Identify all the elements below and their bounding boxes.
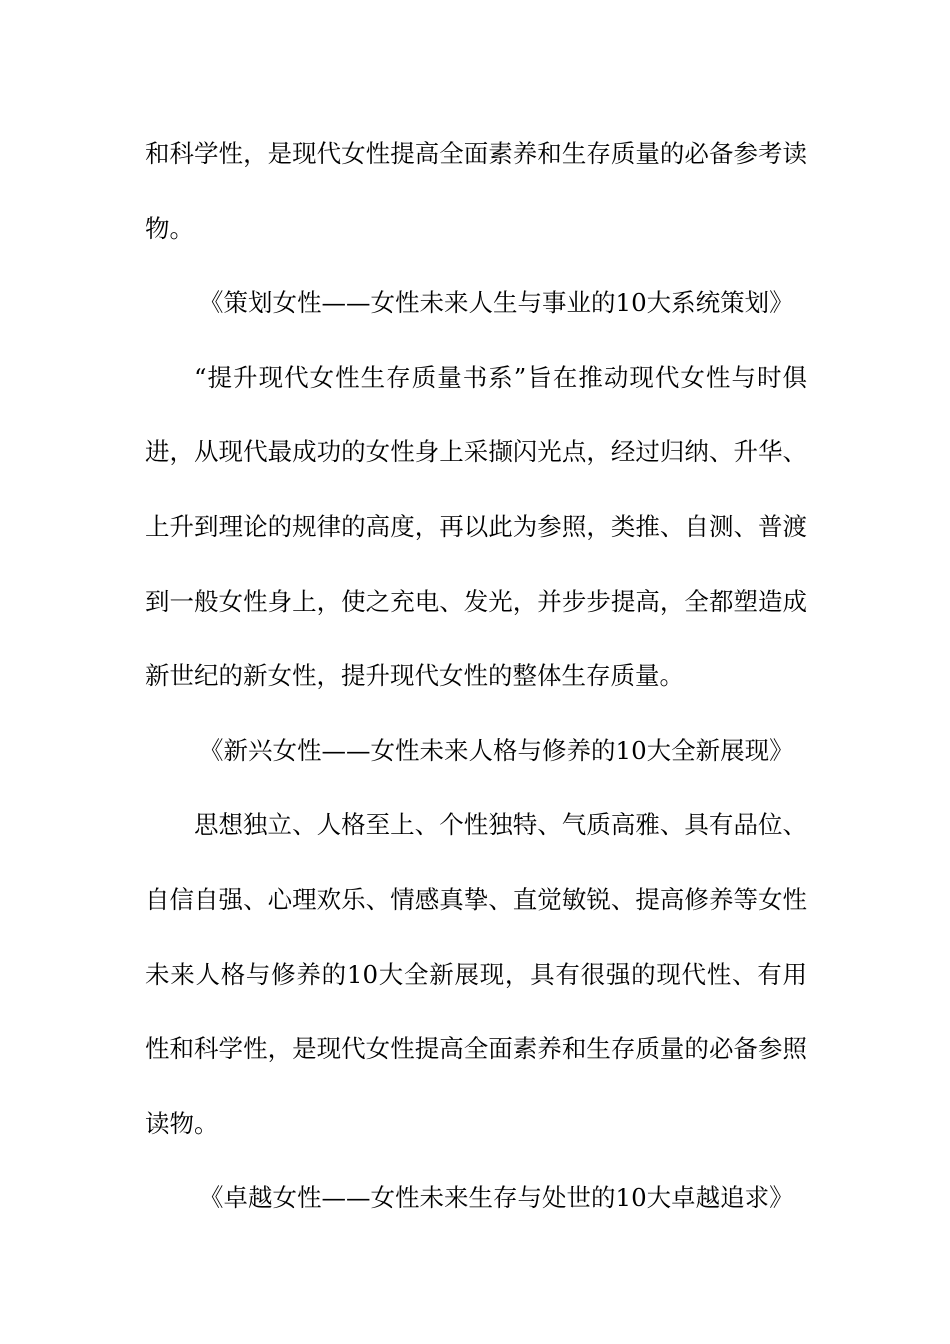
book-title-xinxing: 《新兴女性——女性未来人格与修养的10大全新展现》 bbox=[199, 735, 794, 765]
document-body bbox=[145, 117, 807, 1236]
paragraph-continuation: 和科学性，是现代女性提高全面素养和生存质量的必备参考读物。 bbox=[145, 139, 807, 243]
paragraph-series-intro: “提升现代女性生存质量书系”旨在推动现代女性与时俱进，从现代最成功的女性身上采撷闪光点，经过归纳、升华、上升到理论的规律的高度，再以此为参照，类推、自测、普渡到一般女性身上，使之充电、发光，并步步提高，全都塑造成新世纪的新女性，提升现代女性的整体生存质量。 bbox=[145, 362, 807, 691]
book-title-zhuoyue: 《卓越女性——女性未来生存与处世的10大卓越追求》 bbox=[199, 1183, 794, 1213]
paragraph-xinxing-description: 思想独立、人格至上、个性独特、气质高雅、具有品位、自信自强、心理欢乐、情感真挚、直觉敏锐、提高修养等女性未来人格与修养的10大全新展现，具有很强的现代性、有用性和科学性，是现代女性提高全面素养和生存质量的必备参照读物。 bbox=[145, 810, 807, 1138]
book-title-cehua: 《策划女性——女性未来人生与事业的10大系统策划》 bbox=[199, 288, 794, 318]
